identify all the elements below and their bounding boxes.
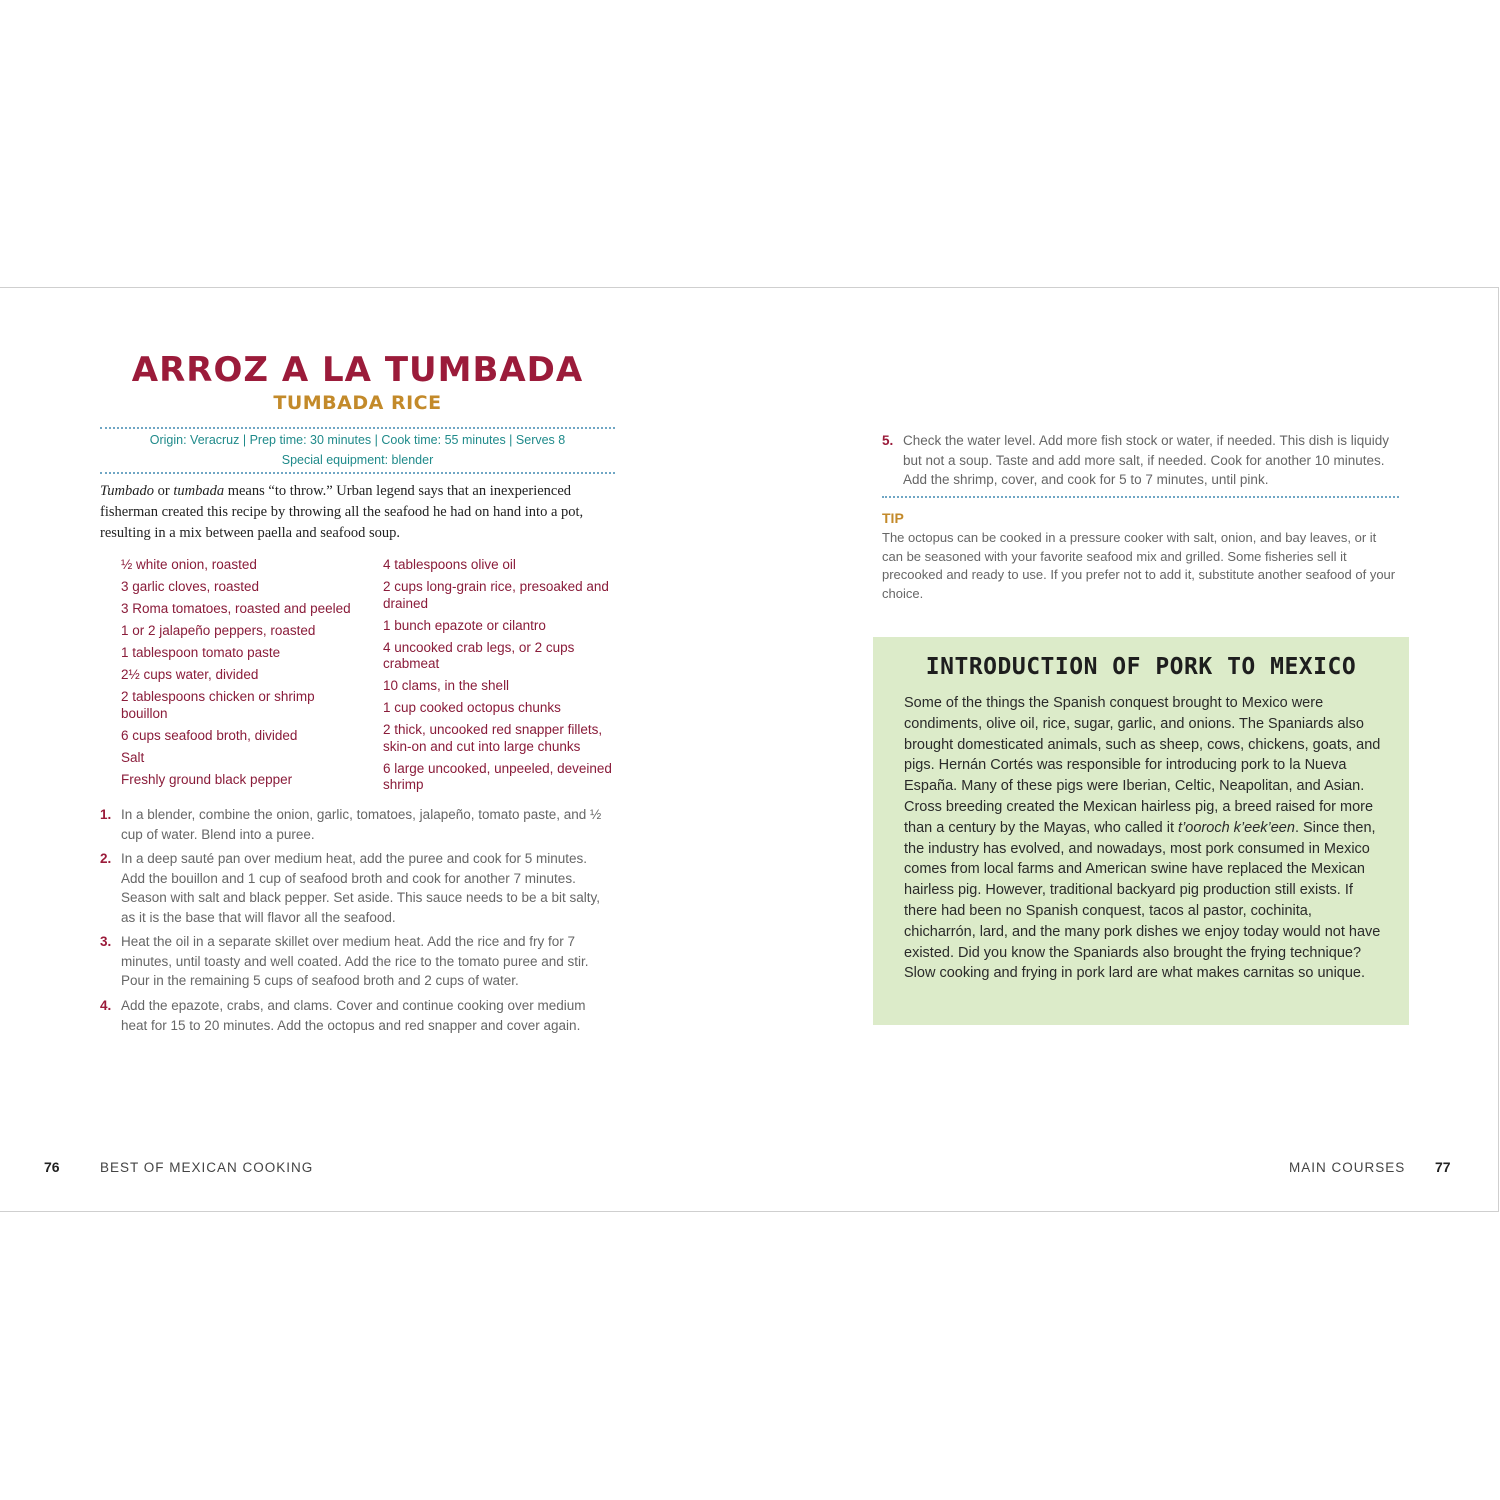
ingredient-item: 3 garlic cloves, roasted (121, 579, 260, 594)
step-number: 2. (100, 851, 112, 866)
ingredient-item: 2 tablespoons chicken or shrimp bouillon (121, 689, 315, 721)
ingredient-item: Freshly ground black pepper (121, 771, 293, 787)
ingredient-item: 1 tablespoon tomato paste (121, 645, 281, 660)
step-number: 5. (882, 433, 894, 448)
running-title-right: MAIN COURSES (1289, 1160, 1406, 1175)
page-number-right: 77 (1435, 1159, 1451, 1175)
ingredient-item: 6 large uncooked, unpeeled, deveined shrimp (383, 760, 612, 792)
page-number-left: 76 (44, 1159, 60, 1175)
recipe-intro: Tumbado or tumbada means “to throw.” Urban legend says that an inexperienced fisherman created this recipe by throwing all the seafood he had on hand into a pot, resulting in a mix between paella and seafood soup. (100, 483, 584, 541)
sidebar-title: INTRODUCTION OF PORK TO MEXICO (925, 654, 1357, 680)
ingredient-item: 2 cups long-grain rice, presoaked and drained (383, 579, 609, 611)
ingredient-item: 3 Roma tomatoes, roasted and peeled (121, 601, 351, 616)
step-text: In a deep sauté pan over medium heat, add the puree and cook for 5 minutes. Add the bouillon and 1 cup of seafood broth and cook for another 7 minutes. Season with salt and black pepper. Set aside. This sauce needs to be a bit salty, as it is the base that will flavor all the seafood. (121, 851, 601, 925)
ingredient-item: 6 cups seafood broth, divided (121, 727, 298, 743)
step-number: 4. (100, 998, 112, 1013)
divider (100, 472, 615, 474)
ingredient-item: 1 bunch epazote or cilantro (383, 617, 546, 633)
ingredients-right (383, 557, 618, 799)
sidebar-text: Some of the things the Spanish conquest brought to Mexico were condiments, olive oil, rice, sugar, garlic, and onions. The Spaniards also brought domesticated animals, such as sheep, cows, chickens, goats, and pigs. Hernán Cortés was responsible for introducing pork to la Nueva España. Many of these pigs were Iberian, Celtic, Neapolitan, and Asian. Cross breeding created the Mexican hairless pig, a breed raised for more than a century by the Mayas, who called it t’ooroch k’eek’een. Since then, the industry has evolved, and nowadays, most pork consumed in Mexico comes from local farms and American swine have replaced the Mexican hairless pig. However, traditional backyard pig production still exists. If there had been no Spanish conquest, tacos al pastor, cochinita, chicharrón, lard, and the many pork dishes we enjoy today would not have existed. Did you know the Spaniards also brought the frying technique? Slow cooking and frying in pork lard are what makes carnitas so unique. (904, 695, 1381, 982)
sidebar-term: t’ooroch k’eek’een (1178, 819, 1295, 836)
step-text: Heat the oil in a separate skillet over medium heat. Add the rice and fry for 7 minutes, until toasty and well coated. Add the rice to the tomato puree and stir. Pour in the remaining 5 cups of seafood broth and 2 cups of water. (121, 934, 589, 988)
step-text: Add the epazote, crabs, and clams. Cover and continue cooking over medium heat for 15 to 20 minutes. Add the octopus and red snapper and cover again. (121, 998, 586, 1033)
intro-term: tumbada (173, 483, 225, 499)
recipe-title: ARROZ A LA TUMBADA (131, 350, 584, 390)
ingredient-item: 4 uncooked crab legs, or 2 cups crabmeat (383, 639, 575, 671)
ingredient-item: 10 clams, in the shell (383, 678, 510, 693)
divider (100, 427, 615, 429)
ingredients-left (121, 557, 356, 794)
step-text: In a blender, combine the onion, garlic, tomatoes, jalapeño, tomato paste, and ½ cup of water. Blend into a puree. (121, 807, 602, 842)
step-number: 3. (100, 934, 112, 949)
running-title-left: BEST OF MEXICAN COOKING (100, 1160, 314, 1175)
ingredient-item: 1 or 2 jalapeño peppers, roasted (121, 623, 316, 638)
recipe-meta: Origin: Veracruz | Prep time: 30 minutes | Cook time: 55 minutes | Serves 8 (149, 433, 566, 447)
recipe-subtitle: TUMBADA RICE (273, 392, 442, 414)
ingredient-item: 2 thick, uncooked red snapper fillets, skin-on and cut into large chunks (383, 722, 603, 754)
recipe-equipment: Special equipment: blender (281, 453, 434, 467)
divider (882, 496, 1399, 498)
ingredient-item: Salt (121, 749, 145, 765)
ingredient-item: ½ white onion, roasted (121, 557, 257, 572)
tip-label: TIP (882, 510, 904, 526)
step-number: 1. (100, 807, 112, 822)
step-text: Check the water level. Add more fish stock or water, if needed. This dish is liquidy but not a soup. Taste and add more salt, if needed. Cook for another 10 minutes. Add the shrimp, cover, and cook for 5 to 7 minutes, until pink. (903, 433, 1389, 487)
intro-term: Tumbado (100, 483, 154, 499)
ingredient-item: 2½ cups water, divided (121, 667, 259, 682)
ingredient-item: 1 cup cooked octopus chunks (383, 700, 561, 715)
ingredient-item: 4 tablespoons olive oil (383, 557, 516, 572)
tip-text: The octopus can be cooked in a pressure cooker with salt, onion, and bay leaves, or it can be seasoned with your favorite seafood mix and grilled. Some fisheries sell it precooked and ready to use. If you prefer not to add it, substitute another seafood of your choice. (882, 530, 1396, 601)
